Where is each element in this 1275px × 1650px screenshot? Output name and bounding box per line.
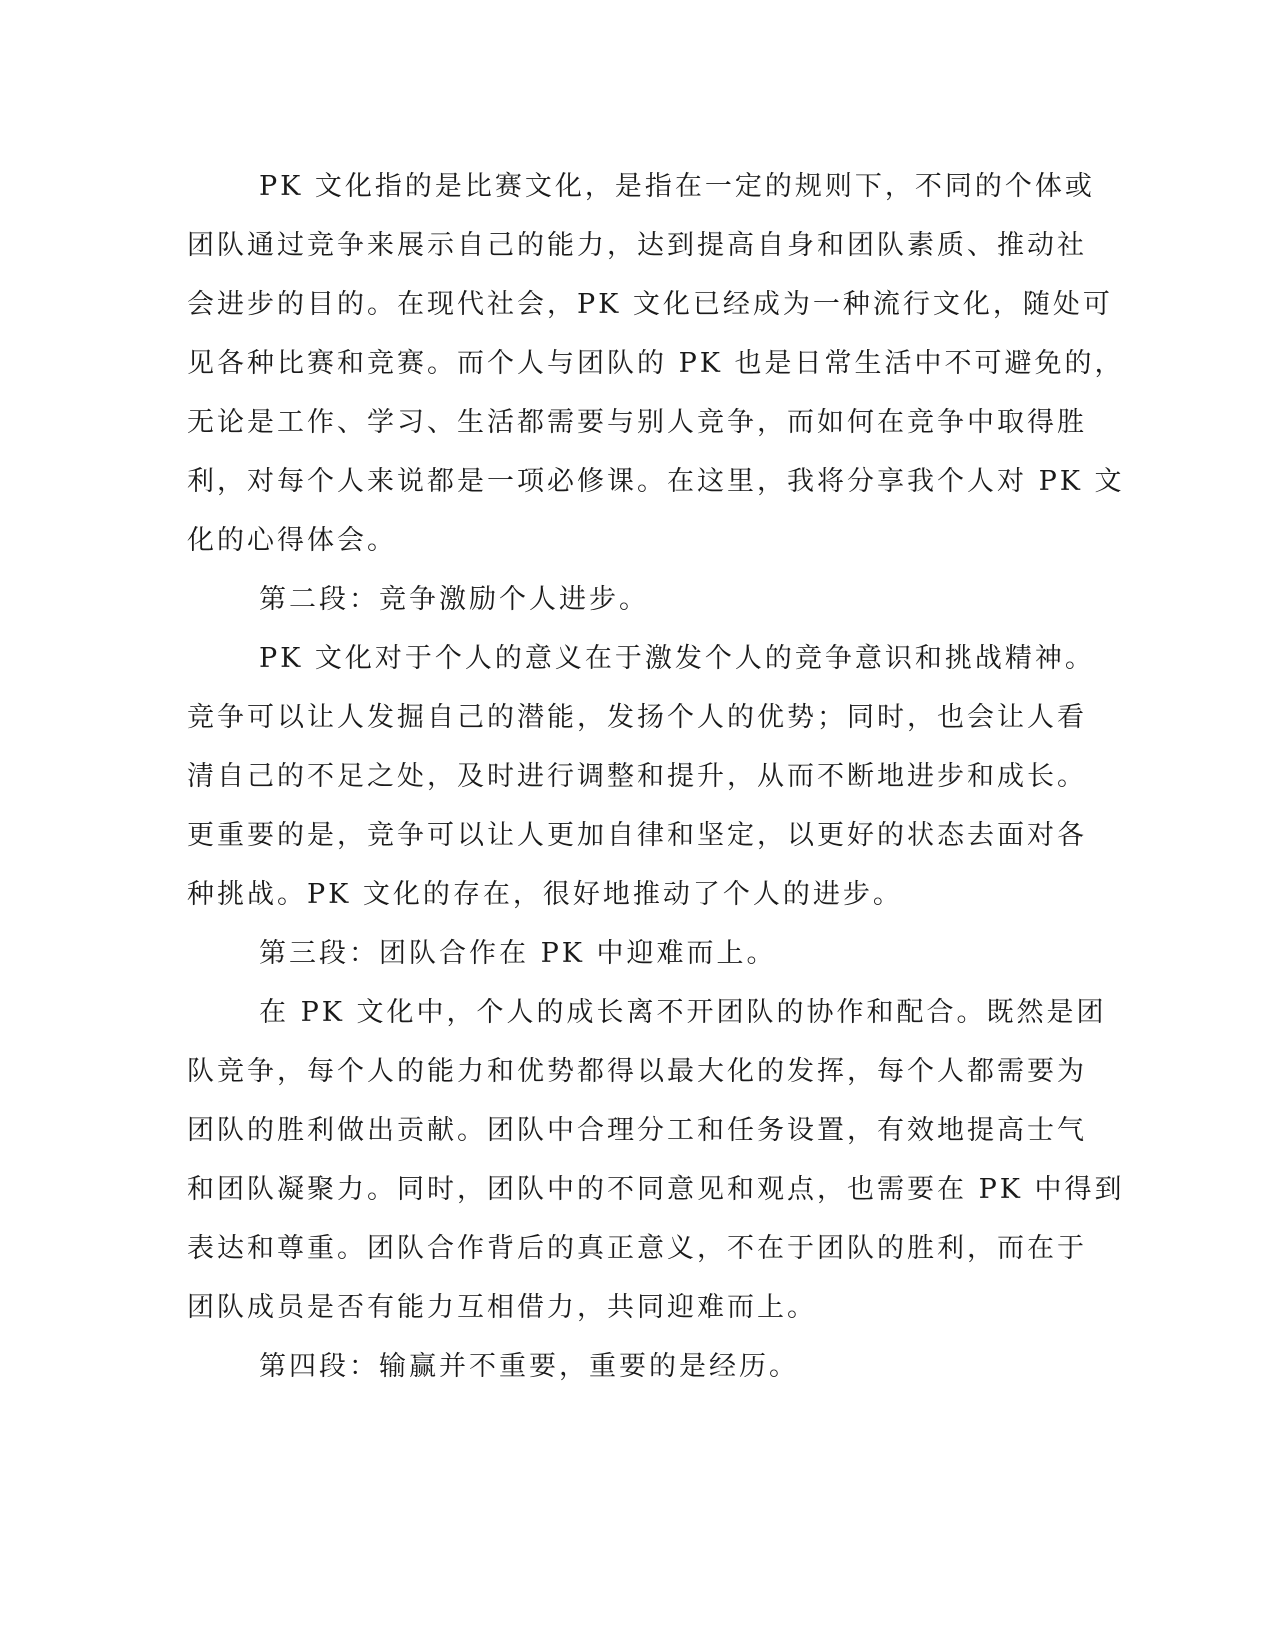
paragraph-2-line-1: PK 文化对于个人的意义在于激发个人的竞争意识和挑战精神。 — [259, 643, 1095, 674]
paragraph-3-line-2: 队竞争，每个人的能力和优势都得以最大化的发挥，每个人都需要为 — [187, 1056, 1087, 1087]
paragraph-3-line-5: 表达和尊重。团队合作背后的真正意义，不在于团队的胜利，而在于 — [187, 1233, 1087, 1264]
paragraph-2-line-2: 竞争可以让人发掘自己的潜能，发扬个人的优势；同时，也会让人看 — [187, 702, 1087, 733]
paragraph-1-line-4: 见各种比赛和竞赛。而个人与团队的 PK 也是日常生活中不可避免的， — [187, 348, 1125, 379]
paragraph-2-line-4: 更重要的是，竞争可以让人更加自律和坚定，以更好的状态去面对各 — [187, 820, 1087, 851]
paragraph-1-line-2: 团队通过竞争来展示自己的能力，达到提高自身和团队素质、推动社 — [187, 230, 1087, 261]
paragraph-1-line-7: 化的心得体会。 — [187, 525, 397, 556]
paragraph-2-line-3: 清自己的不足之处，及时进行调整和提升，从而不断地进步和成长。 — [187, 761, 1087, 792]
paragraph-1-line-1: PK 文化指的是比赛文化，是指在一定的规则下，不同的个体或 — [259, 171, 1095, 202]
paragraph-1-line-3: 会进步的目的。在现代社会，PK 文化已经成为一种流行文化，随处可 — [187, 289, 1113, 320]
section-heading-3: 第三段：团队合作在 PK 中迎难而上。 — [259, 938, 777, 969]
paragraph-3-line-3: 团队的胜利做出贡献。团队中合理分工和任务设置，有效地提高士气 — [187, 1115, 1087, 1146]
paragraph-3-line-1: 在 PK 文化中，个人的成长离不开团队的协作和配合。既然是团 — [259, 997, 1107, 1028]
section-heading-4: 第四段：输赢并不重要，重要的是经历。 — [259, 1351, 799, 1382]
paragraph-3-line-4: 和团队凝聚力。同时，团队中的不同意见和观点，也需要在 PK 中得到 — [187, 1174, 1125, 1205]
section-heading-2: 第二段：竞争激励个人进步。 — [259, 584, 649, 615]
paragraph-2-line-5: 种挑战。PK 文化的存在，很好地推动了个人的进步。 — [187, 879, 903, 910]
paragraph-1-line-6: 利，对每个人来说都是一项必修课。在这里，我将分享我个人对 PK 文 — [187, 466, 1125, 497]
paragraph-1-line-5: 无论是工作、学习、生活都需要与别人竞争，而如何在竞争中取得胜 — [187, 407, 1087, 438]
paragraph-3-line-6: 团队成员是否有能力互相借力，共同迎难而上。 — [187, 1292, 817, 1323]
